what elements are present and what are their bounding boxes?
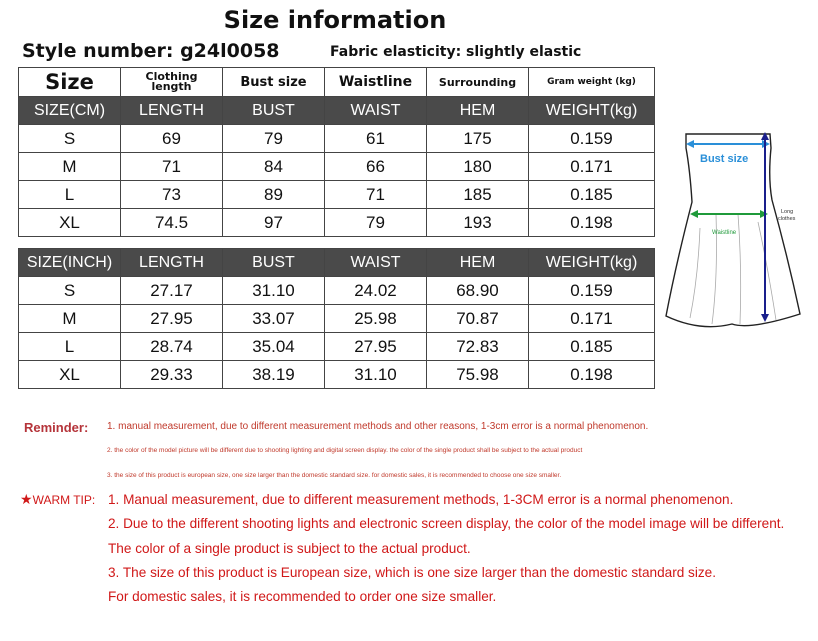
fabric-elasticity: Fabric elasticity: slightly elastic — [330, 44, 582, 60]
table-header-row — [19, 249, 655, 277]
table-cell: 97 — [223, 209, 325, 237]
reminder-line-2: 2. the color of the model picture will be different due to shooting lighting and digital screen display. the color of the single product shall be subject to the actual product — [107, 447, 583, 454]
label-size: Size — [19, 68, 121, 97]
table-cell: 0.171 — [529, 305, 655, 333]
header-cell: WAIST — [325, 249, 427, 277]
size-cell: L — [19, 181, 121, 209]
warm-tip-label — [20, 491, 95, 508]
header-cell: WEIGHT(kg) — [529, 97, 655, 125]
table-cell: 0.185 — [529, 181, 655, 209]
table-row — [19, 277, 655, 305]
table-cell: 25.98 — [325, 305, 427, 333]
table-row — [19, 333, 655, 361]
table-cell: 70.87 — [427, 305, 529, 333]
header-cell: BUST — [223, 97, 325, 125]
waistline-label: Waistline — [712, 230, 737, 236]
label-gram-weight: Gram weight (kg) — [529, 68, 655, 97]
header-cell: WEIGHT(kg) — [529, 249, 655, 277]
reminder-label: Reminder: — [24, 420, 89, 435]
header-cell: SIZE(CM) — [19, 97, 121, 125]
table-cell: 193 — [427, 209, 529, 237]
table-cell: 79 — [223, 125, 325, 153]
table-cell: 0.198 — [529, 361, 655, 389]
table-cell: 180 — [427, 153, 529, 181]
table-row — [19, 153, 655, 181]
table-cell: 89 — [223, 181, 325, 209]
table-cell: 72.83 — [427, 333, 529, 361]
table-cell: 84 — [223, 153, 325, 181]
table-row — [19, 181, 655, 209]
table-cell: 0.171 — [529, 153, 655, 181]
table-cell: 0.159 — [529, 125, 655, 153]
size-cell: XL — [19, 209, 121, 237]
label-bust-size: Bust size — [223, 68, 325, 97]
dress-diagram — [660, 118, 810, 338]
table-cell: 28.74 — [121, 333, 223, 361]
table-cell: 69 — [121, 125, 223, 153]
table-row — [19, 209, 655, 237]
warm-tip-line-4: 3. The size of this product is European size, which is one size larger than the domestic standard size. — [108, 565, 717, 580]
table-cell: 185 — [427, 181, 529, 209]
table-cell: 68.90 — [427, 277, 529, 305]
header-cell: BUST — [223, 249, 325, 277]
table-cell: 31.10 — [325, 361, 427, 389]
table-cell: 74.5 — [121, 209, 223, 237]
table-header-row — [19, 97, 655, 125]
table-row — [19, 361, 655, 389]
table-cell: 0.159 — [529, 277, 655, 305]
table-cell: 73 — [121, 181, 223, 209]
reminder-line-3: 3. the size of this product is european size, one size larger than the domestic standard size. for domestic sales, it is recommended to choose one size smaller. — [107, 472, 562, 479]
label-clothing-line2: length — [151, 80, 192, 93]
table-cell: 35.04 — [223, 333, 325, 361]
long-clothes-label-line2: clothes — [778, 216, 796, 222]
table-cell: 24.02 — [325, 277, 427, 305]
reminder-line-1: 1. manual measurement, due to different measurement methods and other reasons, 1-3cm error is a normal phenomenon. — [107, 421, 649, 432]
bust-size-label: Bust size — [700, 153, 749, 165]
header-cell: HEM — [427, 97, 529, 125]
table-cell: 79 — [325, 209, 427, 237]
table-cell: 75.98 — [427, 361, 529, 389]
header-cell: WAIST — [325, 97, 427, 125]
warm-tip-line-5: For domestic sales, it is recommended to order one size smaller. — [108, 589, 497, 604]
warm-tip-text: WARM TIP: — [32, 493, 96, 507]
header-cell: LENGTH — [121, 97, 223, 125]
table-row — [19, 305, 655, 333]
size-cell: S — [19, 125, 121, 153]
table-cell: 175 — [427, 125, 529, 153]
table-cell: 71 — [325, 181, 427, 209]
size-cell: S — [19, 277, 121, 305]
header-cell: SIZE(INCH) — [19, 249, 121, 277]
table-cell: 38.19 — [223, 361, 325, 389]
size-cell: M — [19, 305, 121, 333]
long-clothes-label-line1: Long — [781, 209, 794, 215]
star-icon: ★ — [20, 491, 33, 507]
table-cell: 27.95 — [121, 305, 223, 333]
warm-tip-line-1: 1. Manual measurement, due to different measurement methods, 1-3CM error is a normal phenomenon. — [108, 492, 734, 507]
table-row — [19, 125, 655, 153]
label-clothing-line1: Clothing — [145, 70, 198, 83]
table-cell: 61 — [325, 125, 427, 153]
table-cell: 71 — [121, 153, 223, 181]
size-cell: XL — [19, 361, 121, 389]
size-table-cm — [18, 67, 655, 237]
table-cell: 0.185 — [529, 333, 655, 361]
label-waistline: Waistline — [325, 68, 427, 97]
header-cell: LENGTH — [121, 249, 223, 277]
header-cell: HEM — [427, 249, 529, 277]
style-number: Style number: g24l0058 — [22, 40, 280, 62]
table-cell: 66 — [325, 153, 427, 181]
label-clothing-length — [121, 68, 223, 97]
size-table-inch — [18, 248, 655, 389]
label-surrounding: Surrounding — [427, 68, 529, 97]
warm-tip-line-2: 2. Due to the different shooting lights and electronic screen display, the color of the model image will be different. — [108, 516, 785, 531]
table-cell: 29.33 — [121, 361, 223, 389]
table-cell: 27.17 — [121, 277, 223, 305]
table-cell: 0.198 — [529, 209, 655, 237]
table-cell: 33.07 — [223, 305, 325, 333]
label-row — [19, 68, 655, 97]
size-cell: L — [19, 333, 121, 361]
table-cell: 27.95 — [325, 333, 427, 361]
size-cell: M — [19, 153, 121, 181]
table-cell: 31.10 — [223, 277, 325, 305]
warm-tip-line-3: The color of a single product is subject to the actual product. — [108, 541, 471, 556]
page-title: Size information — [223, 6, 447, 34]
